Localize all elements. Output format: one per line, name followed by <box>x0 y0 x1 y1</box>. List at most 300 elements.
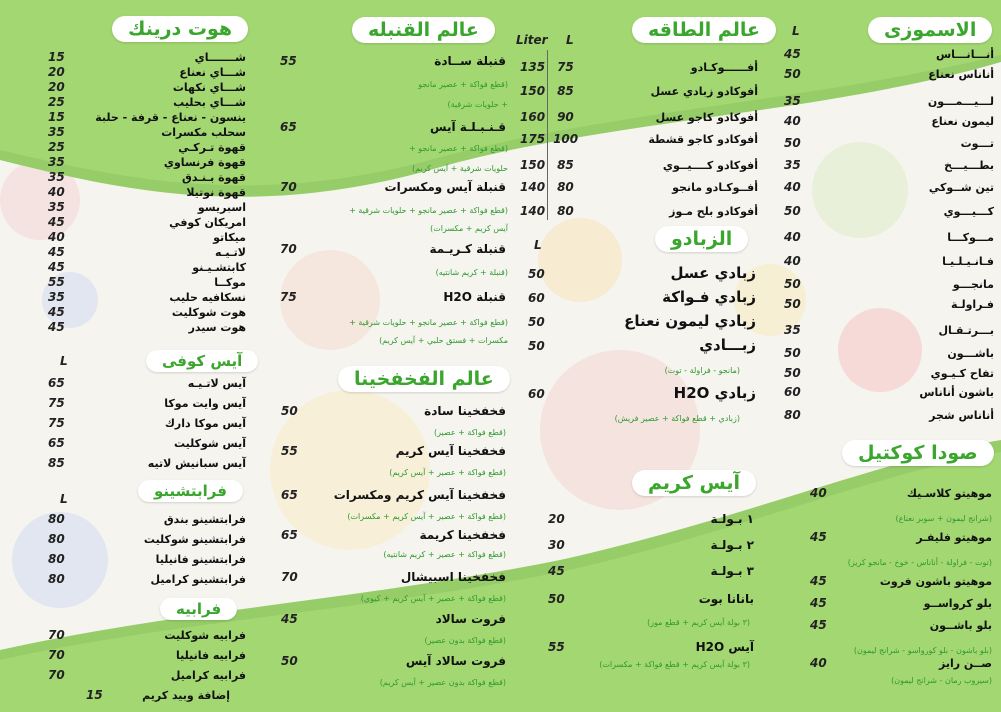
item-name: نسكافيه حليب <box>169 291 246 304</box>
item-name: موهيتو فليفـر <box>916 531 992 544</box>
menu-item <box>48 155 246 169</box>
menu-item <box>528 288 756 306</box>
menu-item <box>281 444 506 458</box>
item-price: 70 <box>281 570 298 584</box>
item-name: فخفخينا آيس كريم ومكسرات <box>333 488 506 502</box>
section-title-iced-coffee: آيس كوفى <box>146 350 258 372</box>
item-name: فخفخينا آيس كريم <box>395 444 506 458</box>
item-price: 70 <box>48 628 65 642</box>
item-ingredients: (زبادي + قطع فواكة + عصير فريش) <box>614 414 740 423</box>
item-name: شـــاي نكهات <box>172 81 246 94</box>
item-price: 50 <box>281 404 298 418</box>
item-price: 80 <box>784 408 801 422</box>
item-price: 50 <box>784 346 801 360</box>
item-ingredients: آيس كريم + مكسرات) <box>430 224 508 233</box>
menu-item <box>48 668 246 682</box>
item-price: 35 <box>784 323 801 337</box>
item-name: فخفخينا كريمة <box>419 528 506 542</box>
menu-item <box>784 136 994 150</box>
item-name: موكــا <box>214 276 246 289</box>
item-name: باشـــون <box>947 347 994 360</box>
item-ingredients: (مانجو - فراولة - توت) <box>664 366 740 375</box>
item-price: 40 <box>784 180 801 194</box>
item-price: 50 <box>784 297 801 311</box>
item-name: آيس H2O <box>695 640 754 654</box>
menu-item <box>48 95 246 109</box>
menu-item <box>48 648 246 662</box>
column-header-l: L <box>60 354 68 368</box>
column-header-l: L <box>566 33 574 47</box>
menu-item <box>520 204 758 218</box>
item-name: فخفخينا اسبيشال <box>400 570 506 584</box>
item-price: 50 <box>548 592 565 606</box>
item-price-liter: 150 <box>520 84 546 98</box>
item-price: 70 <box>280 242 297 256</box>
item-price: 45 <box>810 596 827 610</box>
section-title-soda-cocktail: صودا كوكتيل <box>842 440 994 466</box>
item-name: فرابتشينو شوكليت <box>143 533 246 546</box>
item-name: تفاح كـيـوي <box>930 367 994 380</box>
item-price: 35 <box>784 158 801 172</box>
menu-item <box>520 110 758 124</box>
menu-item <box>280 290 506 304</box>
menu-item <box>520 158 758 172</box>
item-price: 85 <box>557 158 574 172</box>
item-price: 45 <box>48 305 65 319</box>
item-price: 60 <box>784 385 801 399</box>
item-price: 50 <box>528 339 545 353</box>
item-name: شـــاي بحليب <box>173 96 246 109</box>
menu-item <box>810 656 992 670</box>
column-header-l: L <box>534 238 542 252</box>
item-ingredients: (سيروب رمان - شرانج ليمون) <box>891 676 992 685</box>
item-name: ينسون - نعناع - قرفة - حلبة <box>95 111 246 124</box>
menu-item <box>810 530 992 544</box>
item-price: 15 <box>86 688 103 702</box>
item-ingredients: (قطع فواكة + عصير + آيس كريم + كيوي) <box>360 594 506 603</box>
menu-item <box>784 408 994 422</box>
menu-item <box>48 552 246 566</box>
menu-item <box>784 67 994 81</box>
item-price: 55 <box>48 275 65 289</box>
item-name: قنبلة آيس ومكسرات <box>384 180 506 194</box>
section-title-energy: عالم الطاقه <box>632 17 776 43</box>
menu-item <box>280 120 506 134</box>
menu-item <box>48 628 246 642</box>
item-name: شـــــــاي <box>194 51 246 64</box>
item-price: 50 <box>528 267 545 281</box>
item-name: فرابيه كراميل <box>170 669 246 682</box>
item-name: موهيتو باشون فروت <box>879 575 992 588</box>
item-price: 25 <box>48 140 65 154</box>
item-ingredients: حلويات شرقية + آيس كريم) <box>412 164 508 173</box>
menu-item <box>810 618 992 632</box>
item-name: اسبريسو <box>197 201 246 214</box>
item-name: ليمون نعناع <box>931 115 994 128</box>
item-name: أفــــــوكـادو <box>690 61 758 74</box>
item-name: أفوكادو كاجو قشطة <box>648 133 758 146</box>
menu-item <box>784 385 994 399</box>
item-name: هوت شوكليت <box>171 306 246 319</box>
item-price-liter: 150 <box>520 158 546 172</box>
item-price: 40 <box>48 185 65 199</box>
menu-item <box>548 538 754 552</box>
item-name: أفوكادو كاجو عسل <box>655 111 758 124</box>
item-name: بلو كرواســو <box>923 597 992 610</box>
item-name: زبادي H2O <box>673 384 756 402</box>
item-price-liter: 175 <box>520 132 546 146</box>
menu-item <box>784 94 994 108</box>
item-name: فروت سالاد <box>435 612 506 626</box>
section-title-qunbula: عالم القنبله <box>352 17 495 43</box>
item-price: 45 <box>810 618 827 632</box>
item-price: 100 <box>553 132 579 146</box>
item-price: 70 <box>48 668 65 682</box>
item-price: 25 <box>48 95 65 109</box>
menu-item <box>784 277 994 291</box>
item-name: زبـــادي <box>699 336 756 354</box>
menu-item <box>48 230 246 244</box>
menu-item <box>520 180 758 194</box>
menu-item <box>48 200 246 214</box>
item-price: 65 <box>48 376 65 390</box>
menu-item <box>281 528 506 542</box>
item-name: قهوة تـركـي <box>178 141 246 154</box>
item-name: فرابتشينو بندق <box>163 513 246 526</box>
item-name: آيس لاتـيـه <box>187 377 246 390</box>
menu-item <box>548 564 754 578</box>
menu-item <box>48 532 246 546</box>
item-name: أفوكادو زبادي عسل <box>650 85 758 98</box>
menu-item <box>48 275 246 289</box>
item-price: 55 <box>280 54 297 68</box>
item-price: 50 <box>784 277 801 291</box>
item-price: 85 <box>557 84 574 98</box>
section-title-hot-drinks: هوت درينك <box>112 16 248 42</box>
item-price: 45 <box>48 245 65 259</box>
item-name: تين شــوكي <box>928 181 994 194</box>
item-name: ميكاتو <box>213 231 246 244</box>
item-price: 40 <box>810 486 827 500</box>
item-price: 65 <box>281 488 298 502</box>
menu-item <box>281 654 506 668</box>
menu-item <box>784 114 994 128</box>
menu-item <box>528 312 756 330</box>
item-name: قهوة بـنـدق <box>181 171 246 184</box>
menu-item <box>528 384 756 402</box>
item-price: 50 <box>281 654 298 668</box>
item-ingredients: (بلو باشون - بلو كورواسو - شرانج ليمون) <box>853 646 992 655</box>
item-ingredients: (قطع فواكة + عصير) <box>433 428 506 437</box>
menu-item <box>280 54 506 68</box>
menu-item <box>280 180 506 194</box>
menu-item <box>48 110 246 124</box>
item-name: فرابتشينو فانيليا <box>155 553 246 566</box>
item-name: بطـــيـــخ <box>944 159 994 172</box>
extra-whipped-cream <box>86 688 230 702</box>
item-name: آيس سبانيش لاتيه <box>147 457 246 470</box>
item-price: 45 <box>281 612 298 626</box>
item-ingredients: (قطع فواكة + عصير مانجو + <box>409 144 508 153</box>
item-price: 35 <box>48 155 65 169</box>
menu-item <box>48 416 246 430</box>
item-name: أناناس شجر <box>929 409 994 422</box>
section-title-yogurt: الزبادو <box>655 226 748 252</box>
item-name: زبادي عسل <box>670 264 756 282</box>
item-price: 35 <box>48 200 65 214</box>
item-name: أفوكادو كــــيــوي <box>662 159 758 172</box>
item-name: زبادي فـواكة <box>662 288 756 306</box>
item-price: 65 <box>280 120 297 134</box>
menu-item <box>281 612 506 626</box>
item-price: 65 <box>281 528 298 542</box>
item-name: صــن رايز <box>939 657 992 670</box>
menu-item <box>48 215 246 229</box>
menu-item <box>48 572 246 586</box>
item-ingredients: (توت - فراولة - أناناس - خوخ - مانجو كريز) <box>847 558 992 567</box>
item-name: قنبلة كـريـمة <box>429 242 506 256</box>
item-price: 30 <box>548 538 565 552</box>
menu-item <box>810 574 992 588</box>
item-name: هوت سيدر <box>188 321 246 334</box>
item-price: 45 <box>48 260 65 274</box>
item-price: 20 <box>548 512 565 526</box>
item-price: 75 <box>48 416 65 430</box>
item-price: 45 <box>810 530 827 544</box>
item-price: 35 <box>48 170 65 184</box>
item-name: ٢ بـولـة <box>710 538 754 552</box>
item-name: لـــيـــمـــون <box>927 95 994 108</box>
menu-item <box>784 254 994 268</box>
item-price: 75 <box>48 396 65 410</box>
item-price: 75 <box>557 60 574 74</box>
menu-item <box>548 640 754 654</box>
item-price: 40 <box>784 114 801 128</box>
menu-item <box>548 512 754 526</box>
item-name: ١ بـولـة <box>710 512 754 526</box>
item-price: 80 <box>557 204 574 218</box>
item-ingredients: (شرانج ليمون + سوبر نعناع) <box>895 514 992 523</box>
item-name: فرابيه شوكليت <box>164 629 246 642</box>
menu-item <box>48 456 246 470</box>
menu-item <box>48 512 246 526</box>
item-price-liter: 140 <box>520 180 546 194</box>
item-name: بـــرتـقـال <box>938 324 994 337</box>
item-name: قهوة فرنساوي <box>163 156 246 169</box>
item-name: فـراولـة <box>951 298 994 311</box>
menu-item <box>810 596 992 610</box>
item-price: 20 <box>48 80 65 94</box>
menu-item <box>784 180 994 194</box>
item-price: 40 <box>48 230 65 244</box>
item-price: 50 <box>784 67 801 81</box>
menu-item <box>48 125 246 139</box>
item-ingredients: + حلويات شرقية) <box>447 100 508 109</box>
item-price: 40 <box>810 656 827 670</box>
item-price: 70 <box>48 648 65 662</box>
menu-item <box>281 488 506 502</box>
menu-item <box>48 65 246 79</box>
section-title-frappuccino: فرابتشينو <box>138 480 243 502</box>
menu-item <box>48 185 246 199</box>
item-name: أنـــانـــاس <box>935 48 994 61</box>
item-price: 55 <box>548 640 565 654</box>
menu-item <box>520 60 758 74</box>
item-price: 60 <box>528 291 545 305</box>
item-price: 50 <box>784 366 801 380</box>
item-name: فـانـيـلـيـا <box>942 255 994 268</box>
item-price: 40 <box>784 230 801 244</box>
menu-item <box>281 570 506 584</box>
menu-item <box>48 80 246 94</box>
menu-item <box>784 47 994 61</box>
menu-item <box>528 336 756 354</box>
menu-item <box>784 323 994 337</box>
item-price: 85 <box>48 456 65 470</box>
item-name: فخفخينا سادة <box>424 404 506 418</box>
item-price: 80 <box>48 552 65 566</box>
item-name: موهيتو كلاسـيك <box>906 487 992 500</box>
item-price: 60 <box>528 387 545 401</box>
menu-item <box>48 50 246 64</box>
item-price: 45 <box>548 564 565 578</box>
menu-item <box>784 158 994 172</box>
item-name: آيس وايت موكا <box>164 397 246 410</box>
item-price: 45 <box>784 47 801 61</box>
menu-item <box>784 346 994 360</box>
item-price-liter: 135 <box>520 60 546 74</box>
menu-item <box>48 376 246 390</box>
item-price: 80 <box>48 572 65 586</box>
item-name: قـنـبـلـة آيس <box>430 120 506 134</box>
menu-item <box>810 486 992 500</box>
item-name: أفوكادو بلح مـوز <box>669 205 758 218</box>
menu-item <box>48 170 246 184</box>
menu-item <box>48 320 246 334</box>
column-header-l: L <box>60 492 68 506</box>
item-ingredients: (قطع فواكة + عصير + كريم شانتيه) <box>383 550 506 559</box>
item-price: 15 <box>48 110 65 124</box>
item-name: فرابيه فانيليا <box>175 649 246 662</box>
section-title-ice-cream: آيس كريم <box>632 470 756 496</box>
section-title-smoothie: الاسموزى <box>868 17 992 43</box>
column-header-liter: Liter <box>516 33 548 47</box>
item-ingredients: (قطع فواكة بدون عصير + آيس كريم) <box>379 678 506 687</box>
item-price: 50 <box>784 136 801 150</box>
item-ingredients: (قطع فواكة + عصير + آيس كريم) <box>389 468 506 477</box>
menu-item <box>48 140 246 154</box>
item-price: 90 <box>557 110 574 124</box>
item-price-liter: 140 <box>520 204 546 218</box>
item-name: زبادي ليمون نعناع <box>624 312 756 330</box>
item-name: كابتشـيـنو <box>192 261 246 274</box>
item-name: قنبلة ســادة <box>434 54 506 68</box>
item-name: آيس موكا دارك <box>164 417 246 430</box>
item-price: 45 <box>810 574 827 588</box>
item-name: أفــوكـادو مانجو <box>672 181 758 194</box>
item-name: آيس شوكليت <box>173 437 246 450</box>
section-title-frappe: فرابيه <box>160 598 237 620</box>
menu-item <box>520 84 758 98</box>
item-name: فرابتشينو كراميل <box>150 573 246 586</box>
item-price: 80 <box>48 512 65 526</box>
menu-item <box>784 297 994 311</box>
item-ingredients: (قطع فواكة + عصير مانجو <box>418 80 508 89</box>
item-price: 40 <box>784 254 801 268</box>
menu-item <box>784 230 994 244</box>
item-name: امريكان كوفي <box>169 216 246 229</box>
menu-item <box>48 436 246 450</box>
item-price: 80 <box>48 532 65 546</box>
item-price: 35 <box>48 290 65 304</box>
item-price: 15 <box>48 50 65 64</box>
item-price: 75 <box>280 290 297 304</box>
item-name: إضافة وبيد كريم <box>142 689 230 702</box>
menu-item <box>48 260 246 274</box>
item-name: تـــوت <box>960 137 994 150</box>
item-price: 35 <box>48 125 65 139</box>
item-price: 50 <box>784 204 801 218</box>
menu-item <box>48 396 246 410</box>
item-ingredients: (قطع فواكة + عصير مانجو + حلويات شرقية + <box>349 206 508 215</box>
menu-item <box>548 592 754 606</box>
menu-item <box>281 404 506 418</box>
item-name: كـــيـــوي <box>943 205 994 218</box>
item-price: 65 <box>48 436 65 450</box>
menu-item <box>520 132 758 146</box>
item-name: لاتـيـه <box>214 246 246 259</box>
item-name: أناناس نعناع <box>928 68 994 81</box>
item-name: باشون أناناس <box>919 386 994 399</box>
item-name: قنبلة H2O <box>443 290 506 304</box>
item-name: قهوة نوتيلا <box>186 186 246 199</box>
item-price: 80 <box>557 180 574 194</box>
item-name: مـــوكـــا <box>947 231 994 244</box>
column-header-l: L <box>792 24 800 38</box>
section-title-fakhfakhina: عالم الفخفخينا <box>338 366 510 392</box>
item-price-liter: 160 <box>520 110 546 124</box>
menu-item <box>48 290 246 304</box>
item-name: مانجـــو <box>952 278 994 291</box>
item-name: بانانا بوت <box>698 592 754 606</box>
item-price: 50 <box>528 315 545 329</box>
menu-item <box>280 242 506 256</box>
item-name: بلو باشــون <box>929 619 992 632</box>
item-name: شـــاي نعناع <box>179 66 246 79</box>
item-ingredients: (قطع فواكة بدون عصير) <box>424 636 506 645</box>
item-name: فروت سالاد آيس <box>405 654 506 668</box>
menu-item <box>784 366 994 380</box>
menu-item <box>48 245 246 259</box>
item-ingredients: (قطع فواكة + عصير + آيس كريم + مكسرات) <box>347 512 506 521</box>
item-price: 35 <box>784 94 801 108</box>
item-price: 20 <box>48 65 65 79</box>
item-name: ٣ بـولـة <box>710 564 754 578</box>
item-price: 45 <box>48 320 65 334</box>
item-price: 70 <box>280 180 297 194</box>
menu-item <box>528 264 756 282</box>
item-ingredients: (قنبلة + كريم شانتيه) <box>435 268 508 277</box>
item-ingredients: (٣ بولة آيس كريم + قطع موز) <box>647 618 750 627</box>
menu-item <box>48 305 246 319</box>
item-price: 45 <box>48 215 65 229</box>
menu-item <box>784 204 994 218</box>
item-ingredients: مكسرات + فستق حلبي + آيس كريم) <box>379 336 508 345</box>
item-ingredients: (٣ بولة آيس كريم + قطع فواكة + مكسرات) <box>599 660 750 669</box>
item-ingredients: (قطع فواكة + عصير مانجو + حلويات شرقية + <box>349 318 508 327</box>
item-name: سحلب مكسرات <box>161 126 246 139</box>
item-price: 55 <box>281 444 298 458</box>
